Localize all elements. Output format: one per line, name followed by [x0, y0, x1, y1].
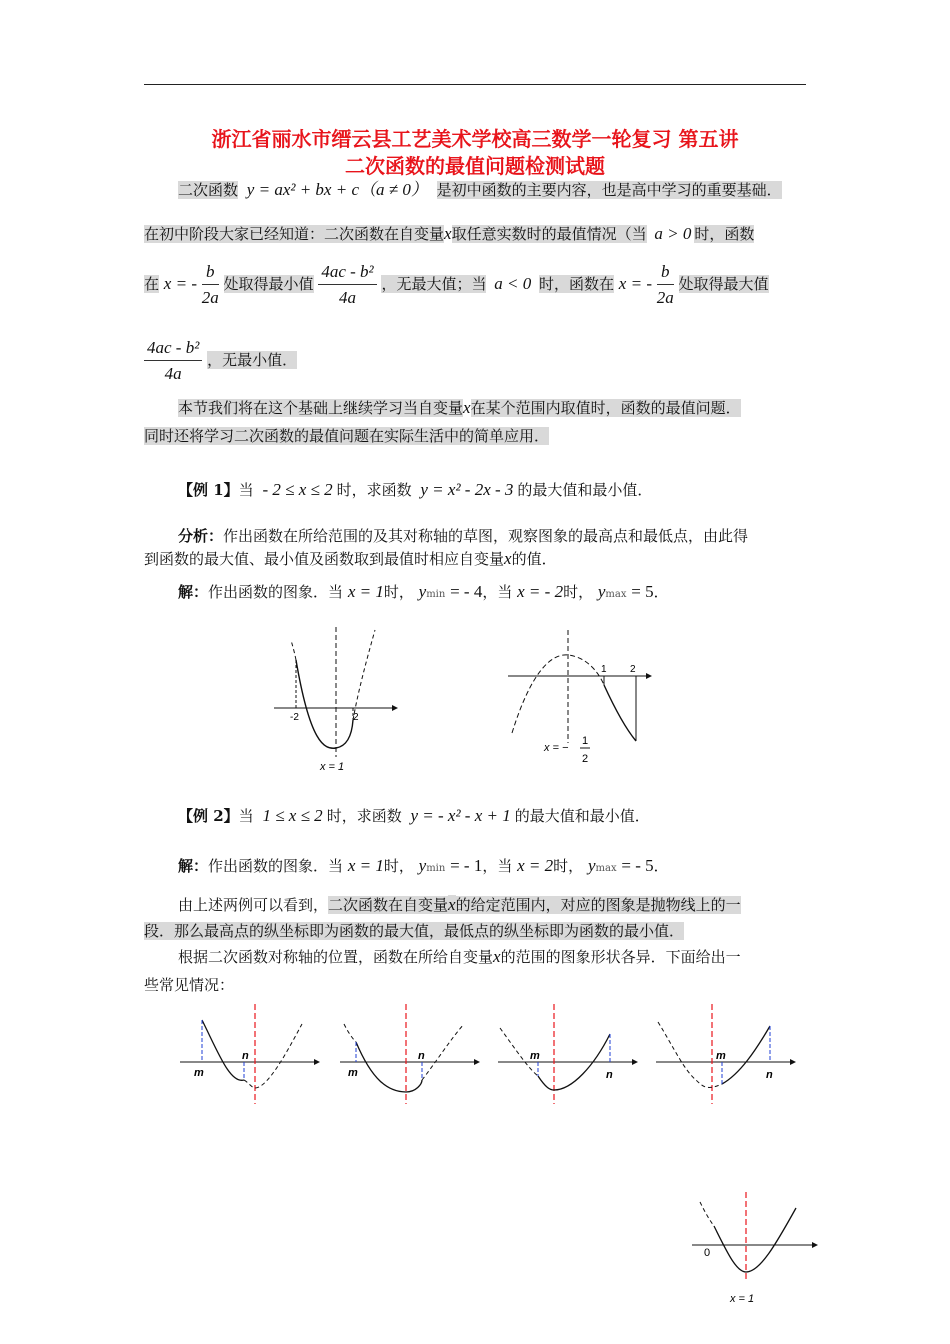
- conclusion-line-2: 段．那么最高点的纵坐标即为函数的最大值，最低点的纵坐标即为函数的最小值．: [144, 922, 685, 940]
- example-2-statement: 【例 2】当 1 ≤ x ≤ 2 时，求函数 y = - x² - x + 1 的最大值和最小值．: [178, 806, 650, 825]
- vertex-x-fraction-2: $\frac{b}{2a}$: [656, 262, 674, 307]
- tick-label-1: 1: [601, 664, 607, 675]
- conclusion-line-4: 些常见情况：: [144, 976, 235, 994]
- svg-text:n: n: [606, 1069, 613, 1081]
- intro-line-1: 二次函数 y = ax² + bx + c（a ≠ 0） 是初中函数的主要内容，也是高中学习的重要基础．: [178, 180, 782, 199]
- bottom-parabola-figure: [690, 1188, 830, 1308]
- parabola-dashed-left: [291, 640, 296, 660]
- conclusion-line-3: 根据二次函数对称轴的位置，函数在所给自变量x的范围的图象形状各异．下面给出一: [178, 947, 741, 966]
- origin-label: 0: [704, 1247, 711, 1259]
- x-axis-arrow: [392, 705, 398, 711]
- tick-label-right: 2: [353, 712, 359, 723]
- example-2-label: 【例 2】: [178, 807, 239, 825]
- page-title: 浙江省丽水市缙云县工艺美术学校高三数学一轮复习 第五讲: [211, 127, 739, 151]
- svg-text:n: n: [766, 1069, 773, 1081]
- condition-a-negative: a < 0: [494, 274, 532, 293]
- vertex-x-fraction: $\frac{b}{2a}$: [201, 262, 219, 307]
- page-subtitle: 二次函数的最值问题检测试题: [345, 154, 605, 178]
- intro-line-4: $\frac{\text{4ac - b²}}{4a}$ ，无最小值．: [144, 338, 297, 384]
- parabola-dashed-right: [353, 630, 375, 720]
- svg-text:n: n: [242, 1050, 249, 1062]
- case-figure-2: [338, 1000, 488, 1110]
- parabola-dashed: [512, 655, 604, 733]
- example-1-analysis-2: 到函数的最大值、最小值及函数取到最值时相应自变量x的值．: [144, 549, 557, 568]
- example-1-label: 【例 1】: [178, 481, 239, 499]
- parabola-solid: [296, 660, 353, 748]
- example-1-solution: 解：作出函数的图象．当 x = 1时， ymin = - 4，当 x = - 2时， ymax = 5．: [178, 582, 669, 601]
- example-1-statement: 【例 1】当 - 2 ≤ x ≤ 2 时，求函数 y = x² - 2x - 3 的最大值和最小值．: [178, 480, 653, 499]
- quadratic-general-form: y = ax² + bx + c（a ≠ 0）: [246, 180, 428, 199]
- example-1-parabola-figure: [270, 622, 410, 772]
- example-1-analysis: 分析：作出函数在所给范围的及其对称轴的草图，观察图象的最高点和最低点，由此得: [178, 527, 749, 545]
- example-2-range: 1 ≤ x ≤ 2: [262, 806, 323, 825]
- example-2-solution: 解：作出函数的图象．当 x = 1时， ymin = - 1，当 x = 2时， ymax = - 5．: [178, 856, 669, 875]
- conclusion-line-1: 由上述两例可以看到，二次函数在自变量x的给定范围内，对应的图象是抛物线上的一: [178, 895, 741, 914]
- svg-text:m: m: [348, 1067, 358, 1079]
- intro-line-3: 在 x = - $\frac{b}{2a}$ 处取得最小值 $\frac{\text{4ac - b²}}{4a}$ ，无最大值；当 a < 0 时，函数在 x = - $\frac{b}{2a}$ 处取得最大值: [144, 262, 769, 307]
- intro-line-2: 在初中阶段大家已经知道：二次函数在自变量x取任意实数时的最值情况（当 a > 0 时，函数: [144, 224, 755, 243]
- case-figure-4: [654, 1000, 804, 1110]
- header-rule: [144, 84, 806, 85]
- x-axis-arrow: [646, 673, 652, 679]
- tick-label-left: -2: [290, 712, 299, 723]
- case-figure-1: [178, 1000, 328, 1110]
- case-figure-3: [496, 1000, 646, 1110]
- example-1-function: y = x² - 2x - 3: [420, 480, 514, 499]
- axis-label: x = 1: [730, 1293, 755, 1305]
- parabola-solid: [604, 685, 636, 741]
- section-line-1: 本节我们将在这个基础上继续学习当自变量x在某个范围内取值时，函数的最值问题．: [178, 398, 741, 417]
- svg-text:m: m: [530, 1050, 540, 1062]
- example-1-range: - 2 ≤ x ≤ 2: [262, 480, 333, 499]
- axis-frac-num: 1: [582, 735, 589, 747]
- example-1-second-figure: [500, 625, 660, 770]
- condition-a-positive: a > 0: [654, 224, 692, 243]
- svg-text:n: n: [418, 1050, 425, 1062]
- max-value-fraction: $\frac{\text{4ac - b²}}{4a}$: [144, 338, 202, 384]
- axis-frac-den: 2: [582, 753, 589, 765]
- axis-label: x = −: [544, 742, 569, 754]
- example-2-function: y = - x² - x + 1: [410, 806, 511, 825]
- axis-label: x = 1: [320, 761, 345, 772]
- svg-text:m: m: [716, 1050, 726, 1062]
- section-line-2: 同时还将学习二次函数的最值问题在实际生活中的简单应用．: [144, 427, 550, 445]
- svg-text:m: m: [194, 1067, 204, 1079]
- tick-label-2: 2: [630, 664, 636, 675]
- min-value-fraction: $\frac{\text{4ac - b²}}{4a}$: [318, 262, 376, 308]
